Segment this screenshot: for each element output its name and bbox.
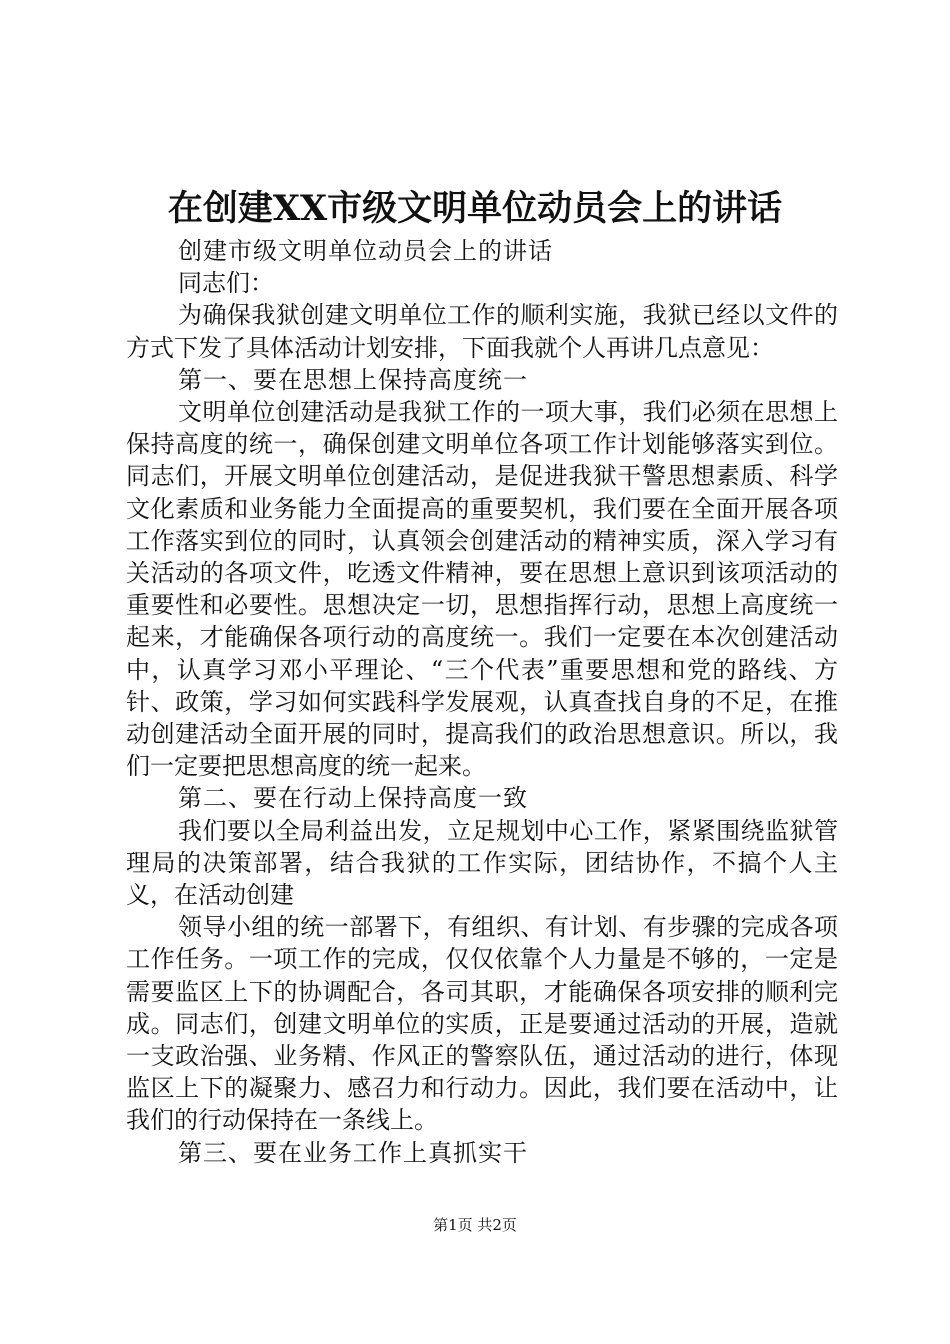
section-2-paragraph-a: 我们要以全局利益出发，立足规划中心工作，紧紧围绕监狱管理局的决策部署，结合我狱的工作实际，团结协作，不搞个人主义，在活动创建	[126, 816, 838, 910]
document-body	[126, 235, 838, 1169]
section-2-paragraph-b: 领导小组的统一部署下，有组织、有计划、有步骤的完成各项工作任务。一项工作的完成，仅仅依靠个人力量是不够的，一定是需要监区上下的协调配合，各司其职，才能确保各项安排的顺利完成。同志们，创建文明单位的实质，正是要通过活动的开展，造就一支政治强、业务精、作风正的警察队伍，通过活动的进行，体现监区上下的凝聚力、感召力和行动力。因此，我们要在活动中，让我们的行动保持在一条线上。	[126, 913, 838, 1135]
section-heading-1: 第一、要在思想上保持高度统一	[178, 365, 528, 394]
document-title: 在创建XX市级文明单位动员会上的讲话	[167, 188, 783, 229]
salutation-paragraph: 同志们：	[178, 269, 274, 298]
section-heading-2: 第二、要在行动上保持高度一致	[178, 784, 528, 813]
page-number-footer: 第1页 共2页	[433, 1216, 517, 1234]
intro-paragraph: 为确保我狱创建文明单位工作的顺利实施，我狱已经以文件的方式下发了具体活动计划安排，下面我就个人再讲几点意见：	[126, 301, 838, 362]
section-heading-3: 第三、要在业务工作上真抓实干	[178, 1138, 528, 1167]
section-1-paragraph: 文明单位创建活动是我狱工作的一项大事，我们必须在思想上保持高度的统一，确保创建文明单位各项工作计划能够落实到位。同志们，开展文明单位创建活动，是促进我狱干警思想素质、科学文化素质和业务能力全面提高的重要契机，我们要在全面开展各项工作落实到位的同时，认真领会创建活动的精神实质，深入学习有关活动的各项文件，吃透文件精神，要在思想上意识到该项活动的重要性和必要性。思想决定一切，思想指挥行动，思想上高度统一起来，才能确保各项行动的高度统一。我们一定要在本次创建活动中，认真学习邓小平理论、“三个代表”重要思想和党的路线、方针、政策，学习如何实践科学发展观，认真查找自身的不足，在推动创建活动全面开展的同时，提高我们的政治思想意识。所以，我们一定要把思想高度的统一起来。	[126, 398, 838, 781]
subtitle-paragraph: 创建市级文明单位动员会上的讲话	[178, 237, 553, 265]
